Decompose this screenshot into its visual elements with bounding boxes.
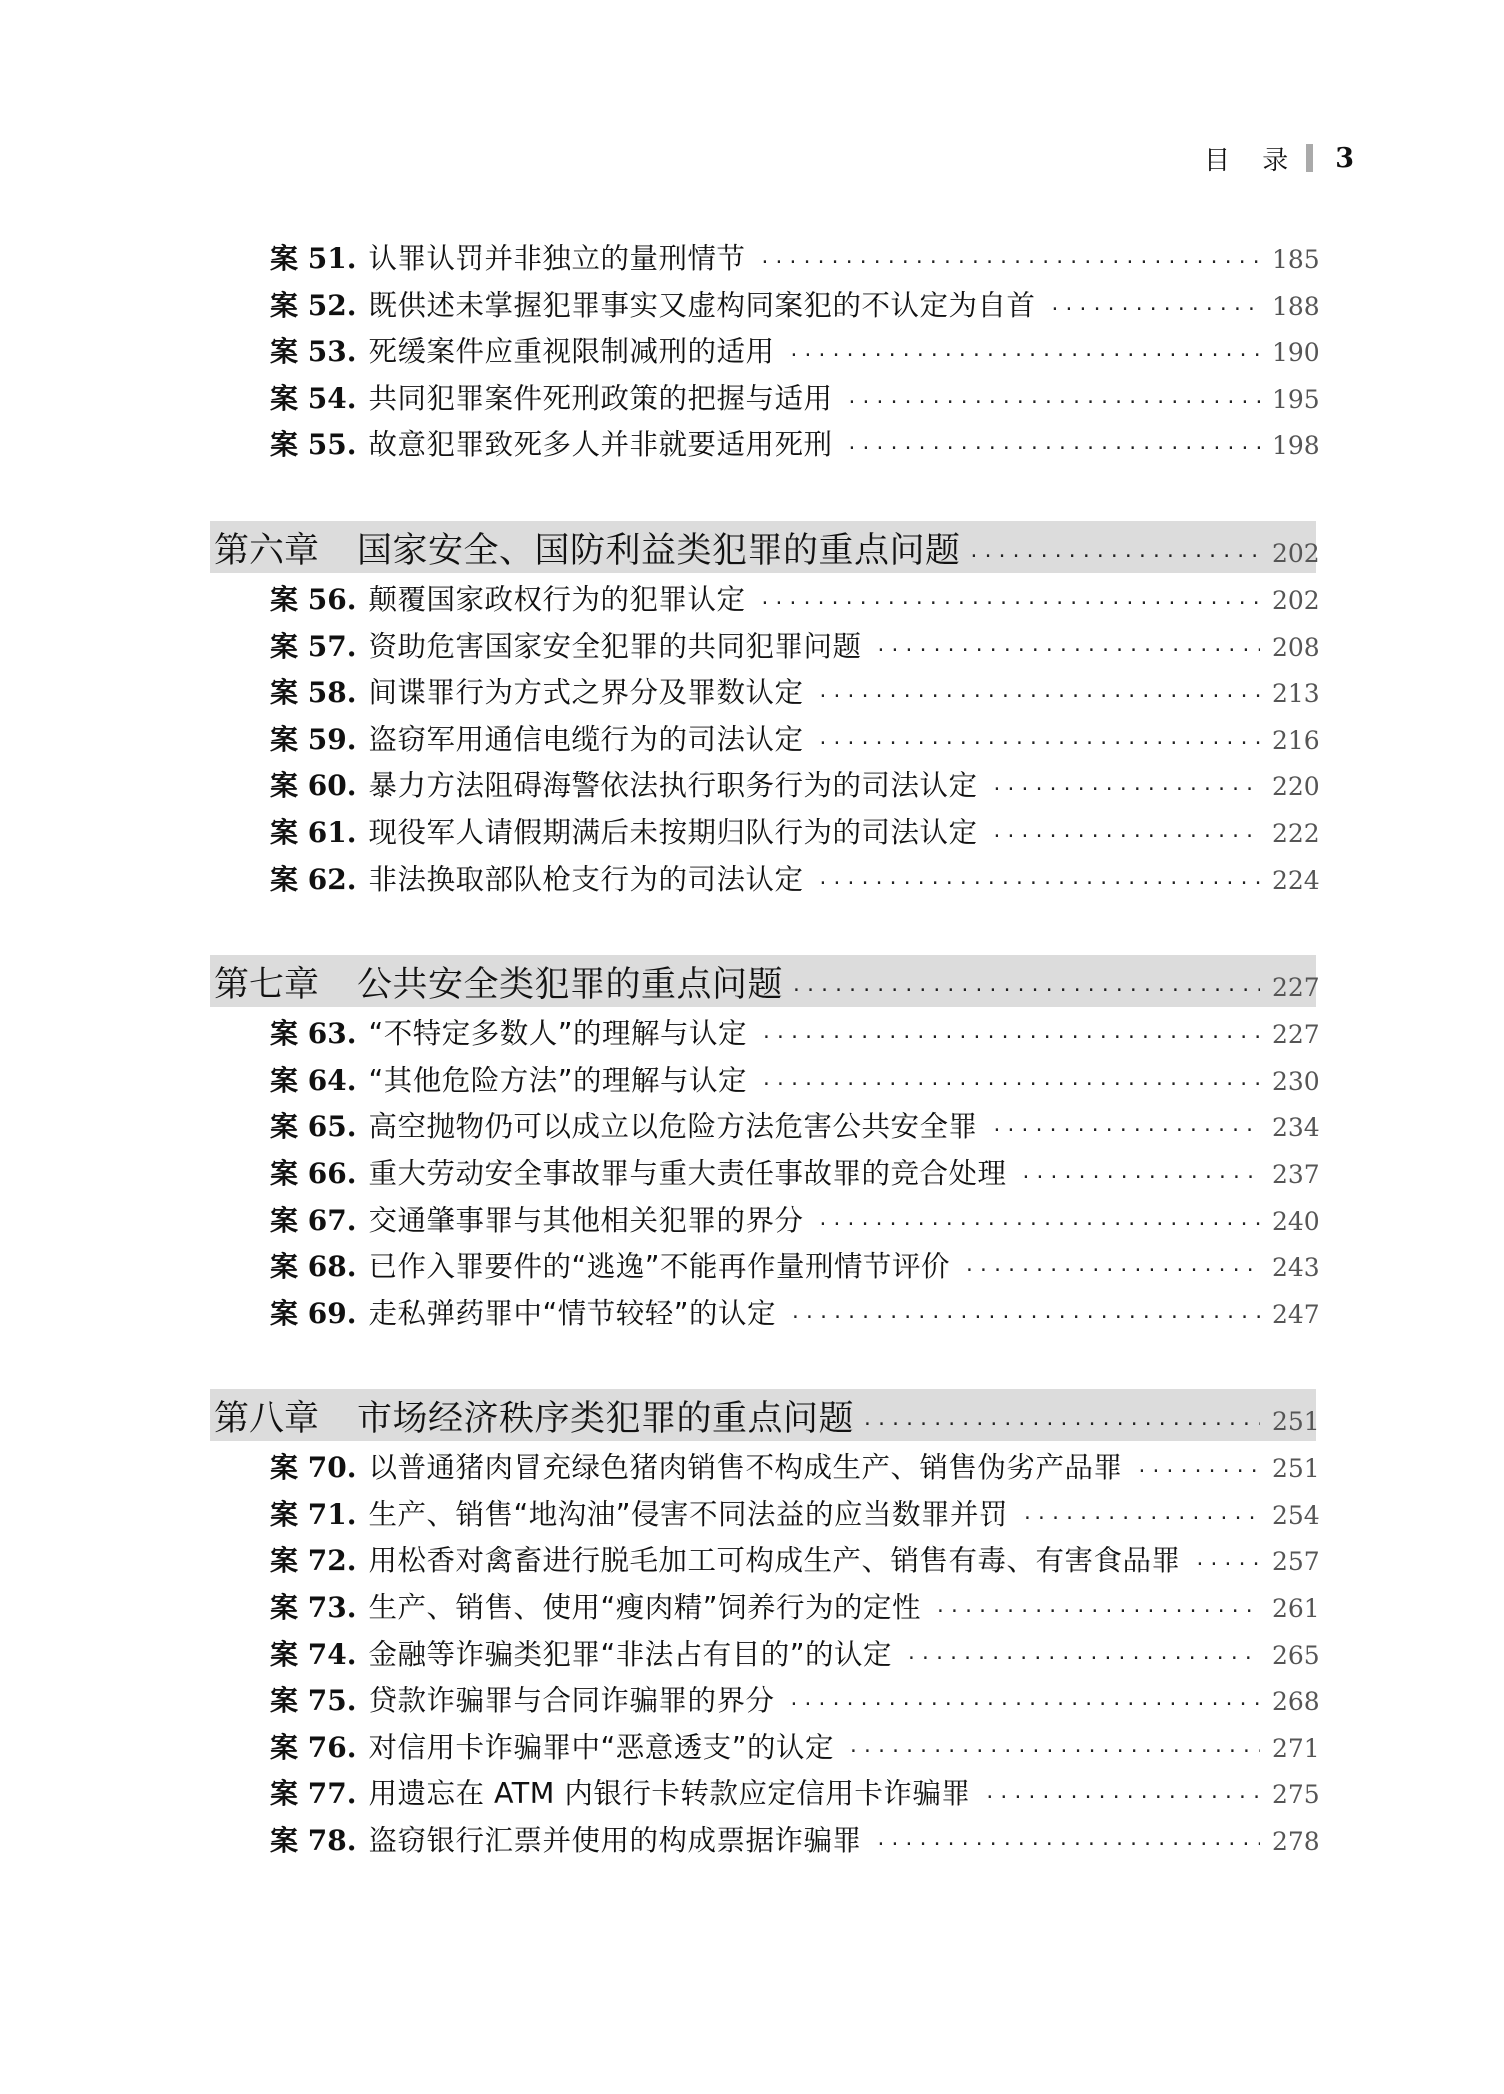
- dot-leader: [759, 593, 1260, 614]
- page-number: 3: [1335, 142, 1354, 174]
- case-title: 现役军人请假期满后未按期归队行为的司法认定: [368, 815, 978, 849]
- toc-entry[interactable]: [210, 577, 1320, 624]
- case-title: 盗窃银行汇票并使用的构成票据诈骗罪: [368, 1824, 862, 1858]
- case-title: 盗窃军用通信电缆行为的司法认定: [368, 722, 804, 756]
- dot-leader: [817, 1214, 1260, 1235]
- dot-leader: [906, 1648, 1260, 1669]
- case-number: 案 76.: [270, 1730, 357, 1764]
- dot-leader: [991, 826, 1260, 847]
- toc-entry[interactable]: [210, 717, 1320, 764]
- case-number: 案 58.: [270, 676, 357, 710]
- case-number: 案 67.: [270, 1203, 357, 1237]
- case-title: 交通肇事罪与其他相关犯罪的界分: [368, 1203, 804, 1237]
- chapter-label: 第八章: [214, 1399, 320, 1440]
- case-page-ref: 265: [1272, 1640, 1320, 1670]
- dot-leader: [817, 686, 1260, 707]
- case-number: 案 77.: [270, 1777, 357, 1811]
- case-page-ref: 220: [1272, 772, 1320, 802]
- case-title: 认罪认罚并非独立的量刑情节: [368, 242, 746, 275]
- toc-entry[interactable]: [210, 422, 1320, 469]
- case-title: 用遗忘在 ATM 内银行卡转款应定信用卡诈骗罪: [368, 1777, 971, 1811]
- toc-entry[interactable]: [210, 1104, 1320, 1151]
- dot-leader: [875, 640, 1260, 661]
- toc-entry[interactable]: [210, 1058, 1320, 1105]
- toc-entry[interactable]: [210, 376, 1320, 423]
- toc-entry[interactable]: [210, 1492, 1320, 1539]
- dot-leader: [1194, 1554, 1260, 1575]
- case-number: 案 65.: [270, 1110, 357, 1144]
- toc-entry[interactable]: [210, 283, 1320, 330]
- case-page-ref: 251: [1272, 1454, 1320, 1484]
- case-number: 案 54.: [270, 381, 357, 415]
- case-page-ref: 222: [1272, 818, 1320, 848]
- dot-leader: [848, 1741, 1260, 1762]
- case-page-ref: 254: [1272, 1500, 1320, 1530]
- case-title: 贷款诈骗罪与合同诈骗罪的界分: [368, 1684, 775, 1718]
- case-number: 案 53.: [270, 335, 357, 369]
- chapter-page-ref: 227: [1272, 973, 1320, 1003]
- running-head-title: 目 录: [1203, 145, 1301, 176]
- case-title: 资助危害国家安全犯罪的共同犯罪问题: [368, 629, 862, 663]
- toc-entry[interactable]: [210, 1291, 1320, 1338]
- case-title: 共同犯罪案件死刑政策的把握与适用: [368, 381, 833, 415]
- toc-entry[interactable]: [210, 624, 1320, 671]
- case-page-ref: 224: [1272, 865, 1320, 895]
- case-number: 案 70.: [270, 1451, 357, 1485]
- case-page-ref: 213: [1272, 679, 1320, 709]
- dot-leader: [935, 1601, 1260, 1622]
- case-page-ref: 240: [1272, 1206, 1320, 1236]
- case-page-ref: 275: [1272, 1780, 1320, 1810]
- chapter-heading[interactable]: [210, 1389, 1320, 1441]
- dot-leader: [791, 980, 1260, 1001]
- dot-leader: [1136, 1461, 1260, 1482]
- case-title: 对信用卡诈骗罪中“恶意透支”的认定: [368, 1730, 834, 1764]
- case-title: 生产、销售、使用“瘦肉精”饲养行为的定性: [368, 1591, 921, 1625]
- dot-leader: [817, 873, 1260, 894]
- case-title: 颠覆国家政权行为的犯罪认定: [368, 582, 746, 616]
- toc-entry[interactable]: [210, 1771, 1320, 1818]
- dot-leader: [759, 252, 1260, 273]
- case-title: 非法换取部队枪支行为的司法认定: [368, 862, 804, 896]
- chapter-title: 市场经济秩序类犯罪的重点问题: [357, 1399, 855, 1440]
- chapter-spacer: [210, 903, 1316, 955]
- case-page-ref: 227: [1272, 1020, 1320, 1050]
- case-number: 案 64.: [270, 1063, 357, 1097]
- dot-leader: [984, 1787, 1260, 1808]
- dot-leader: [761, 1027, 1260, 1048]
- dot-leader: [761, 1074, 1260, 1095]
- case-title: 故意犯罪致死多人并非就要适用死刑: [368, 428, 833, 462]
- case-title: 重大劳动安全事故罪与重大责任事故罪的竞合处理: [368, 1156, 1007, 1190]
- dot-leader: [991, 779, 1260, 800]
- dot-leader: [846, 438, 1260, 459]
- case-page-ref: 278: [1272, 1827, 1320, 1857]
- case-title: 生产、销售“地沟油”侵害不同法益的应当数罪并罚: [368, 1497, 1009, 1531]
- toc-entry[interactable]: [210, 1011, 1320, 1058]
- case-number: 案 71.: [270, 1497, 357, 1531]
- case-title: 以普通猪肉冒充绿色猪肉销售不构成生产、销售伪劣产品罪: [368, 1451, 1123, 1485]
- case-title: 死缓案件应重视限制减刑的适用: [368, 335, 775, 369]
- case-number: 案 55.: [270, 428, 357, 462]
- case-number: 案 66.: [270, 1156, 357, 1190]
- toc-entry[interactable]: [210, 236, 1320, 283]
- dot-leader: [1020, 1167, 1260, 1188]
- case-title: 金融等诈骗类犯罪“非法占有目的”的认定: [368, 1637, 892, 1671]
- toc-entry[interactable]: [210, 1244, 1320, 1291]
- table-of-contents: [210, 236, 1320, 1865]
- case-title: “不特定多数人”的理解与认定: [368, 1017, 747, 1051]
- case-page-ref: 216: [1272, 725, 1320, 755]
- case-page-ref: 195: [1272, 384, 1320, 414]
- toc-entry[interactable]: [210, 1538, 1320, 1585]
- case-page-ref: 188: [1272, 291, 1320, 321]
- case-number: 案 51.: [270, 242, 357, 275]
- case-title: 既供述未掌握犯罪事实又虚构同案犯的不认定为自首: [368, 288, 1036, 322]
- case-title: 用松香对禽畜进行脱毛加工可构成生产、销售有毒、有害食品罪: [368, 1544, 1181, 1578]
- case-title: “其他危险方法”的理解与认定: [368, 1063, 747, 1097]
- dot-leader: [788, 1694, 1260, 1715]
- case-number: 案 63.: [270, 1017, 357, 1051]
- toc-entry[interactable]: [210, 1632, 1320, 1679]
- case-number: 案 69.: [270, 1296, 357, 1330]
- dot-leader: [991, 1120, 1260, 1141]
- chapter-label: 第六章: [214, 530, 320, 571]
- case-number: 案 59.: [270, 722, 357, 756]
- chapter-page-ref: 251: [1272, 1407, 1320, 1437]
- toc-entry[interactable]: [210, 1818, 1320, 1865]
- case-number: 案 52.: [270, 288, 357, 322]
- case-number: 案 61.: [270, 815, 357, 849]
- case-number: 案 75.: [270, 1684, 357, 1718]
- case-title: 高空抛物仍可以成立以危险方法危害公共安全罪: [368, 1110, 978, 1144]
- case-page-ref: 271: [1272, 1733, 1320, 1763]
- chapter-spacer: [210, 469, 1316, 521]
- dot-leader: [875, 1834, 1260, 1855]
- running-head: [1204, 140, 1354, 176]
- running-head-divider: [1306, 144, 1313, 172]
- toc-entry[interactable]: [210, 763, 1320, 810]
- dot-leader: [1022, 1508, 1260, 1529]
- toc-entry[interactable]: [210, 1445, 1320, 1492]
- case-page-ref: 257: [1272, 1547, 1320, 1577]
- toc-entry[interactable]: [210, 857, 1320, 904]
- case-number: 案 60.: [270, 769, 357, 803]
- case-page-ref: 234: [1272, 1113, 1320, 1143]
- case-page-ref: 237: [1272, 1159, 1320, 1189]
- case-page-ref: 261: [1272, 1594, 1320, 1624]
- case-title: 走私弹药罪中“情节较轻”的认定: [368, 1296, 776, 1330]
- case-number: 案 62.: [270, 862, 357, 896]
- chapter-spacer: [210, 1337, 1316, 1389]
- case-page-ref: 268: [1272, 1687, 1320, 1717]
- case-number: 案 68.: [270, 1250, 357, 1284]
- case-page-ref: 198: [1272, 431, 1320, 461]
- toc-entry[interactable]: [210, 1725, 1320, 1772]
- toc-entry[interactable]: [210, 1585, 1320, 1632]
- case-number: 案 57.: [270, 629, 357, 663]
- case-number: 案 73.: [270, 1591, 357, 1625]
- case-number: 案 72.: [270, 1544, 357, 1578]
- dot-leader: [846, 392, 1260, 413]
- case-page-ref: 202: [1272, 585, 1320, 615]
- case-title: 间谍罪行为方式之界分及罪数认定: [368, 676, 804, 710]
- chapter-title: 国家安全、国防利益类犯罪的重点问题: [357, 530, 961, 571]
- case-title: 已作入罪要件的“逃逸”不能再作量刑情节评价: [368, 1250, 950, 1284]
- toc-entry[interactable]: [210, 329, 1320, 376]
- case-page-ref: 185: [1272, 245, 1320, 274]
- toc-entry[interactable]: [210, 1198, 1320, 1245]
- chapter-heading[interactable]: [210, 955, 1320, 1007]
- case-title: 暴力方法阻碍海警依法执行职务行为的司法认定: [368, 769, 978, 803]
- case-number: 案 74.: [270, 1637, 357, 1671]
- case-number: 案 56.: [270, 582, 357, 616]
- toc-entry[interactable]: [210, 1678, 1320, 1725]
- chapter-label: 第七章: [214, 965, 320, 1006]
- chapter-title: 公共安全类犯罪的重点问题: [357, 965, 784, 1006]
- dot-leader: [964, 1260, 1260, 1281]
- case-number: 案 78.: [270, 1824, 357, 1858]
- dot-leader: [790, 1307, 1260, 1328]
- toc-entry[interactable]: [210, 1151, 1320, 1198]
- case-page-ref: 247: [1272, 1299, 1320, 1329]
- chapter-page-ref: 202: [1272, 538, 1320, 568]
- dot-leader: [862, 1414, 1260, 1435]
- case-page-ref: 208: [1272, 632, 1320, 662]
- case-page-ref: 190: [1272, 338, 1320, 368]
- dot-leader: [1049, 299, 1260, 320]
- chapter-heading[interactable]: [210, 521, 1320, 573]
- dot-leader: [969, 546, 1260, 567]
- case-page-ref: 230: [1272, 1066, 1320, 1096]
- toc-entry[interactable]: [210, 810, 1320, 857]
- dot-leader: [788, 345, 1260, 366]
- case-page-ref: 243: [1272, 1253, 1320, 1283]
- toc-entry[interactable]: [210, 670, 1320, 717]
- dot-leader: [817, 733, 1260, 754]
